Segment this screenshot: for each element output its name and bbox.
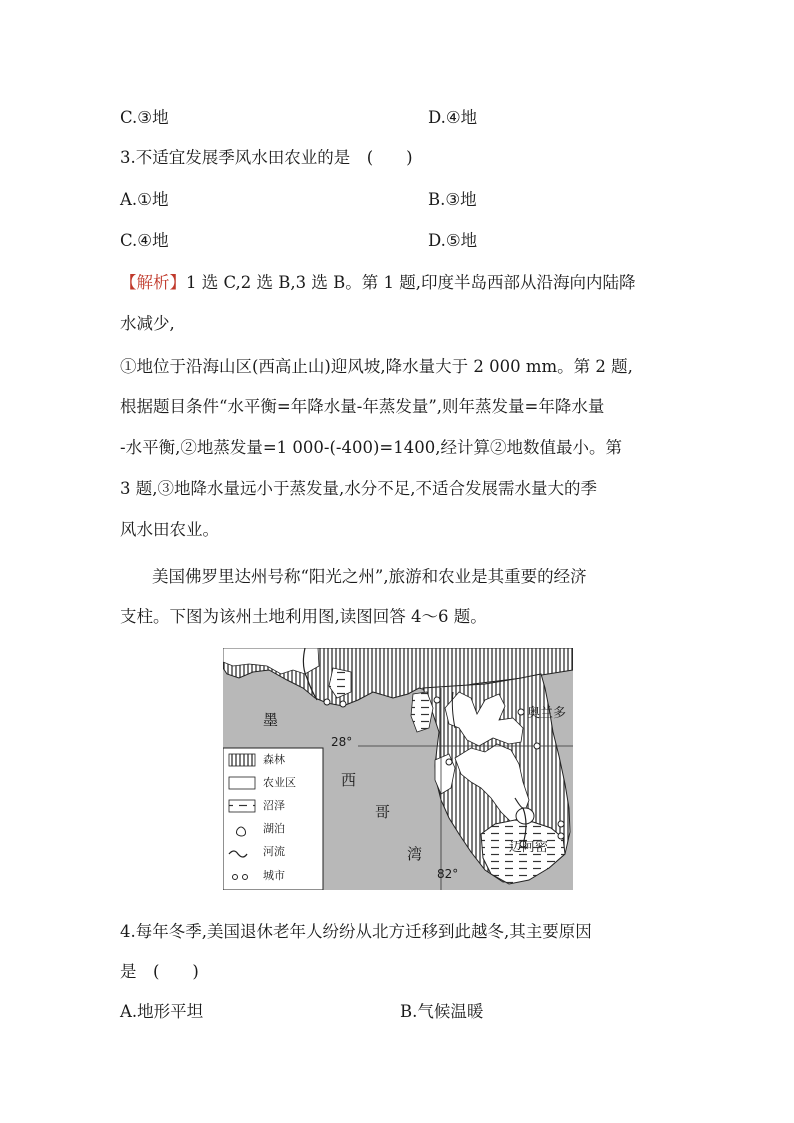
legend-swamp-label: 沼泽 [263,799,285,812]
question-4-stem-line-1: 4.每年冬季,美国退休老年人纷纷从北方迁移到此越冬,其主要原因 [120,922,592,941]
question-3-stem: 3.不适宜发展季风水田农业的是 ( ) [120,148,413,167]
analysis-line-4: 根据题目条件“水平衡=年降水量-年蒸发量”,则年蒸发量=年降水量 [120,397,605,416]
analysis-line-7: 风水田农业。 [120,520,219,539]
q3-option-d: D.⑤地 [428,231,478,250]
gulf-char-3: 哥 [375,803,391,821]
analysis-line-1 [120,271,635,295]
city-label-miami: 迈阿密 [509,840,549,855]
gulf-char-2: 西 [341,771,357,789]
legend-city-label: 城市 [263,869,285,882]
q3-option-b: B.③地 [428,190,477,209]
legend-farm-label: 农业区 [263,776,296,789]
q4-option-a: A.地形平坦 [120,1002,204,1021]
legend-lake-label: 湖泊 [263,822,285,835]
intro-line-2: 支柱。下图为该州土地利用图,读图回答 4～6 题。 [120,607,487,626]
q3-option-a: A.①地 [120,190,169,209]
option-d: D.④地 [428,108,478,127]
q3-option-c: C.④地 [120,231,169,250]
gulf-char-1: 墨 [263,711,279,729]
analysis-line-5: -水平衡,②地蒸发量=1 000-(-400)=1400,经计算②地数值最小。第 [120,438,622,457]
analysis-line-6: 3 题,③地降水量远小于蒸发量,水分不足,不适合发展需水量大的季 [120,479,597,498]
analysis-line-3: ①地位于沿海山区(西高止山)迎风坡,降水量大于 2 000 mm。第 2 题, [120,357,633,376]
analysis-text: 1 选 C,2 选 B,3 选 B。第 1 题,印度半岛西部从沿海向内陆降 [186,273,636,292]
legend-river-label: 河流 [263,845,285,858]
intro-line-1: 美国佛罗里达州号称“阳光之州”,旅游和农业是其重要的经济 [152,567,587,586]
q4-option-b: B.气候温暖 [400,1002,484,1021]
legend-forest-label: 森林 [263,753,285,766]
florida-land-use-map [223,648,573,890]
longitude-label: 82° [437,867,459,881]
analysis-tag: 【解析】 [120,273,186,292]
gulf-char-4: 湾 [407,845,423,863]
analysis-line-2: 水减少, [120,314,175,333]
city-label-orlando: 奥兰多 [527,706,567,721]
question-4-stem-line-2: 是 ( ) [120,962,199,981]
option-c: C.③地 [120,108,169,127]
latitude-label: 28° [331,735,353,749]
